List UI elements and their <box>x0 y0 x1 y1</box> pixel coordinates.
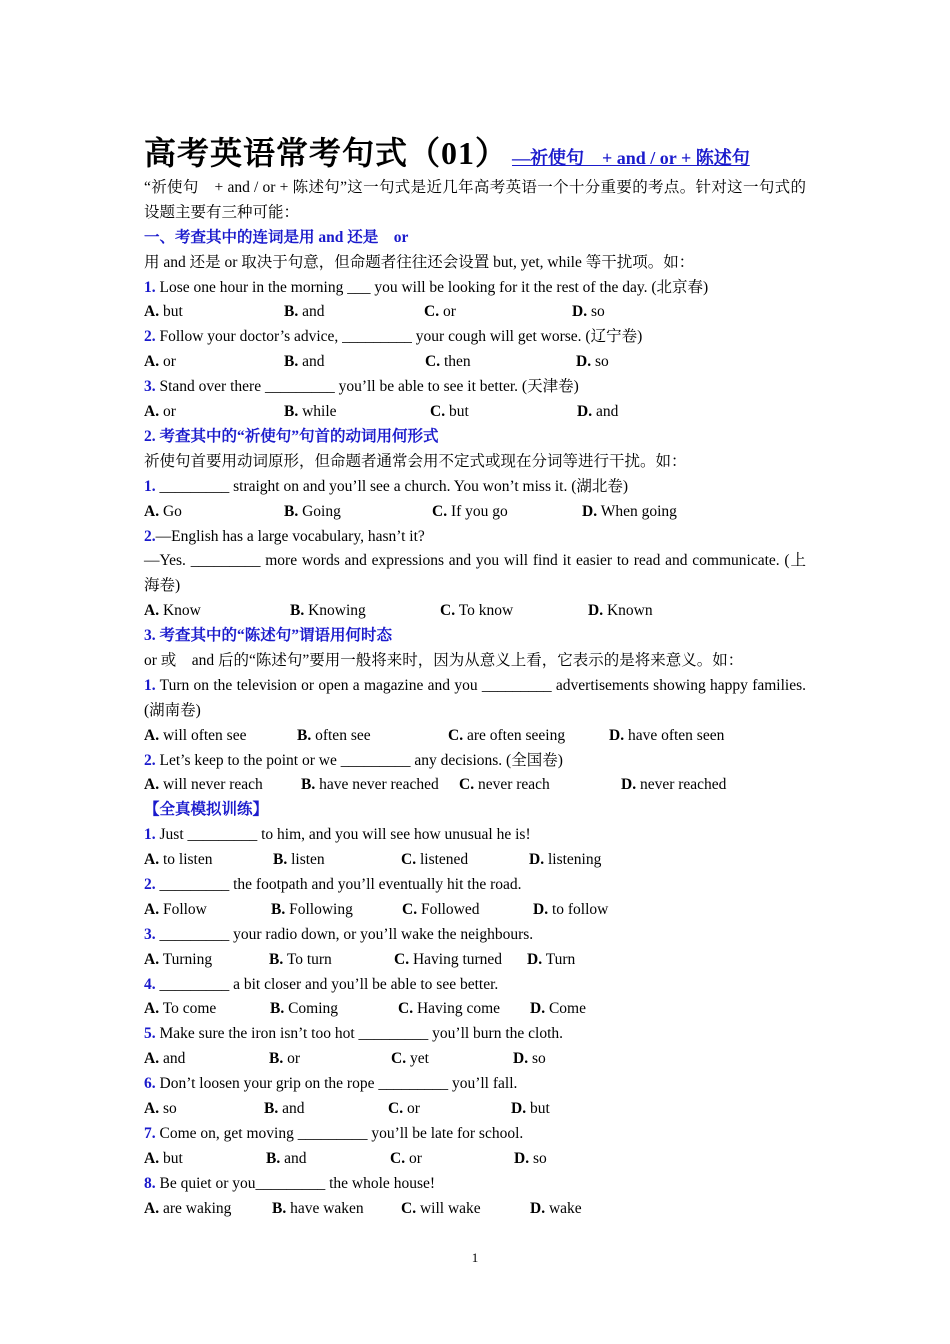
section-2-heading: 2. 考查其中的“祈使句”句首的动词用何形式 <box>144 427 439 445</box>
question-continuation: —Yes. _________ more words and expressions and you will find it easier to read and communicate. (上海卷) <box>144 552 806 595</box>
options-row <box>144 599 806 624</box>
options-row <box>144 1197 806 1222</box>
option-a: A. Go <box>144 502 182 520</box>
option-d: D. Turn <box>527 950 576 968</box>
practice-question: 7. Come on, get moving _________ you’ll be late for school. <box>144 1124 524 1142</box>
option-d: D. Come <box>530 1000 586 1018</box>
option-b: B. while <box>284 403 337 421</box>
option-b: B. Going <box>284 502 341 520</box>
practice-question: 6. Don’t loosen your grip on the rope _________ you’ll fall. <box>144 1075 518 1093</box>
option-a: A. will never reach <box>144 776 263 794</box>
question-text: Let’s keep to the point or we _________ any decisions. (全国卷) <box>159 751 563 769</box>
option-c: C. will wake <box>401 1199 481 1217</box>
practice-question: 8. Be quiet or you_________ the whole house! <box>144 1174 436 1192</box>
question: 3. Stand over there _________ you’ll be able to see it better. (天津卷) <box>144 378 579 396</box>
option-c: C. never reach <box>459 776 550 794</box>
options-row <box>144 1147 806 1172</box>
option-d: D. have often seen <box>609 726 725 744</box>
option-b: B. and <box>266 1149 307 1167</box>
question-text: _________ the footpath and you’ll eventually hit the road. <box>159 876 522 894</box>
option-d: D. so <box>513 1050 546 1068</box>
option-d: D. so <box>514 1149 547 1167</box>
options-row <box>144 350 806 375</box>
option-a: A. so <box>144 1100 177 1118</box>
option-c: C. or <box>388 1100 420 1118</box>
option-c: C. yet <box>391 1050 429 1068</box>
practice-question: 4. _________ a bit closer and you’ll be able to see better. <box>144 975 499 993</box>
question-text: Stand over there _________ you’ll be able to see it better. (天津卷) <box>159 378 579 396</box>
option-d: D. so <box>572 303 605 321</box>
option-d: D. to follow <box>533 900 609 918</box>
option-c: C. or <box>424 303 456 321</box>
option-b: B. listen <box>273 851 325 869</box>
option-b: B. or <box>269 1050 301 1068</box>
question: 2.—English has a large vocabulary, hasn’t it? <box>144 527 425 545</box>
option-b: B. Coming <box>270 1000 339 1018</box>
question: 1. _________ straight on and you’ll see a church. You won’t miss it. (湖北卷) <box>144 477 629 495</box>
section-1-heading: 一、考查其中的连词是用 and 还是 or <box>144 228 409 246</box>
practice-question: 3. _________ your radio down, or you’ll wake the neighbours. <box>144 925 534 943</box>
option-a: A. or <box>144 403 176 421</box>
option-c: C. then <box>425 353 471 371</box>
option-b: B. often see <box>297 726 371 744</box>
page-number: 1 <box>471 1250 479 1265</box>
question-text: _________ your radio down, or you’ll wake the neighbours. <box>159 925 534 943</box>
intro-paragraph: “祈使句 + and / or + 陈述句”这一句式是近几年高考英语一个十分重要的考点。针对这一句式的设题主要有三种可能： <box>144 179 806 221</box>
option-b: B. have waken <box>272 1199 364 1217</box>
options-row <box>144 1097 806 1122</box>
question-text: Be quiet or you_________ the whole house! <box>159 1174 436 1192</box>
option-a: A. and <box>144 1050 186 1068</box>
options-row <box>144 773 806 798</box>
option-b: B. and <box>284 303 325 321</box>
option-a: A. are waking <box>144 1199 232 1217</box>
options-row <box>144 500 806 525</box>
option-a: A. to listen <box>144 851 213 869</box>
option-d: D. and <box>577 403 619 421</box>
option-c: C. Followed <box>402 900 480 918</box>
options-row <box>144 948 806 973</box>
option-b: B. Following <box>271 900 353 918</box>
option-b: B. Knowing <box>290 602 366 620</box>
option-b: B. and <box>284 353 325 371</box>
question: 1. Turn on the television or open a magazine and you _________ advertisements showing happy families. (湖南卷) <box>144 676 806 719</box>
practice-question: 2. _________ the footpath and you’ll eventually hit the road. <box>144 876 522 894</box>
option-b: B. have never reached <box>301 776 439 794</box>
option-c: C. or <box>390 1149 422 1167</box>
option-a: A. will often see <box>144 726 247 744</box>
question: 1. Lose one hour in the morning ___ you will be looking for it the rest of the day. (北京春) <box>144 278 709 296</box>
practice-list <box>144 823 806 1221</box>
options-row <box>144 997 806 1022</box>
question-text: Come on, get moving _________ you’ll be late for school. <box>159 1124 524 1142</box>
option-d: D. When going <box>582 502 677 520</box>
option-a: A. but <box>144 1149 183 1167</box>
options-row <box>144 724 806 749</box>
question-text: Make sure the iron isn’t too hot _________ you’ll burn the cloth. <box>159 1025 564 1043</box>
practice-question: 1. Just _________ to him, and you will see how unusual he is! <box>144 826 531 844</box>
section-3-heading: 3. 考查其中的“陈述句”谓语用何时态 <box>144 627 393 645</box>
question-text: Lose one hour in the morning ___ you will be looking for it the rest of the day. (北京春) <box>159 278 709 296</box>
option-d: D. Known <box>588 602 653 620</box>
section-2-description: 祈使句首要用动词原形，但命题者通常会用不定式或现在分词等进行干扰。如： <box>144 452 687 470</box>
option-c: C. Having turned <box>394 950 503 968</box>
option-c: C. listened <box>401 851 469 869</box>
question-text: _________ straight on and you’ll see a church. You won’t miss it. (湖北卷) <box>159 477 629 495</box>
option-c: C. If you go <box>432 502 508 520</box>
question-text: —English has a large vocabulary, hasn’t it? <box>155 527 425 545</box>
question-text: Turn on the television or open a magazine and you _________ advertisements showing happy families. (湖南卷) <box>144 676 806 719</box>
options-row <box>144 400 806 425</box>
question-text: Follow your doctor’s advice, _________ your cough will get worse. (辽宁卷) <box>159 328 643 346</box>
option-a: A. To come <box>144 1000 217 1018</box>
option-a: A. Turning <box>144 950 213 968</box>
page-title: 高考英语常考句式（01） <box>144 135 509 171</box>
question-text: Just _________ to him, and you will see how unusual he is! <box>159 826 531 844</box>
option-d: D. never reached <box>621 776 727 794</box>
option-a: A. but <box>144 303 183 321</box>
option-b: B. and <box>264 1100 305 1118</box>
option-c: C. Having come <box>398 1000 501 1018</box>
section-1-description: 用 and 还是 or 取决于句意，但命题者往往还会设置 but, yet, while 等干扰项。如： <box>144 253 695 271</box>
option-c: C. are often seeing <box>448 726 566 744</box>
option-c: C. but <box>430 403 469 421</box>
title-line <box>144 128 806 176</box>
option-d: D. listening <box>529 851 602 869</box>
options-row <box>144 898 806 923</box>
option-b: B. To turn <box>269 950 332 968</box>
practice-heading: 【全真模拟训练】 <box>144 801 269 819</box>
question-text: Don’t loosen your grip on the rope _________ you’ll fall. <box>159 1075 518 1093</box>
option-d: D. but <box>511 1100 550 1118</box>
option-a: A. Know <box>144 602 201 620</box>
option-a: A. Follow <box>144 900 207 918</box>
document-page <box>144 128 806 1222</box>
option-c: C. To know <box>440 602 514 620</box>
section-3-description: or 或 and 后的“陈述句”要用一般将来时，因为从意义上看，它表示的是将来意义。如： <box>144 651 744 669</box>
question: 2. Let’s keep to the point or we _________ any decisions. (全国卷) <box>144 751 563 769</box>
option-a: A. or <box>144 353 176 371</box>
options-row <box>144 300 806 325</box>
question: 2. Follow your doctor’s advice, _________ your cough will get worse. (辽宁卷) <box>144 328 643 346</box>
options-row <box>144 848 806 873</box>
question-text: _________ a bit closer and you’ll be able to see better. <box>159 975 499 993</box>
practice-question: 5. Make sure the iron isn’t too hot _________ you’ll burn the cloth. <box>144 1025 564 1043</box>
option-d: D. wake <box>530 1199 582 1217</box>
option-d: D. so <box>576 353 609 371</box>
page-subtitle: —祈使句 + and / or + 陈述句 <box>512 148 750 168</box>
options-row <box>144 1047 806 1072</box>
